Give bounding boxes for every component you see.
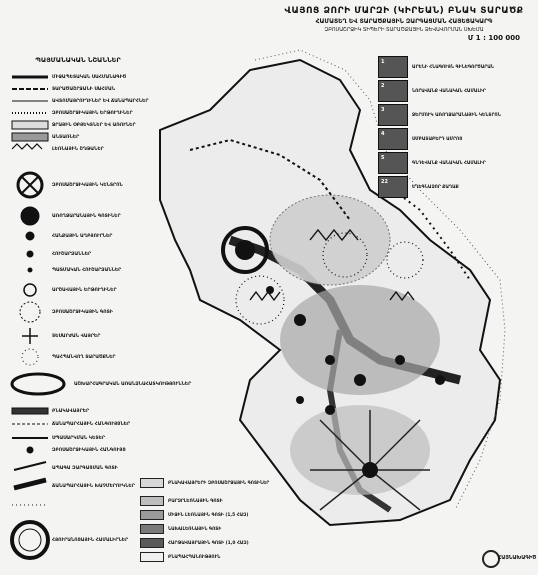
legend-item <box>8 131 79 143</box>
legend-item <box>8 83 115 95</box>
photo-inset: 22 ԵՂԵԳՆԱՁՈՐ ՔԱՂԱՔ <box>378 176 528 198</box>
legend-label: ՊԱՀՊԱՆՎՈՂ ՏԱՐԱԾՔՆԵՐ <box>52 354 116 360</box>
legend-item <box>8 284 117 296</box>
inset-label: ՍՄԲԱՏԱԲԵՐԴ ԱՄՐՈՑ <box>412 136 463 142</box>
legend-label: ԶԲՈՍԱՇՐՋԻԿԱՅԻՆ ՀԱՆԳՈՒՅՑ <box>52 447 126 453</box>
zone-legend-item <box>140 496 223 506</box>
legend-label: ԱՊԱԳԱ ԶԱՐԳԱՑՄԱՆ ԳՈՏԻ <box>52 465 118 471</box>
legend-item <box>8 534 128 546</box>
inset-label: ՋԵՐՄՈՒԿ ԱՌՈՂՋԱՐԱՆԱՅԻՆ ԿԵՆՏՐՈՆ <box>412 112 501 118</box>
zone-legend-label: ՆԱԽԱԼԵՌՆԱՅԻՆ ԳՈՏԻ <box>168 526 222 532</box>
legend-item <box>8 119 136 131</box>
legend-item <box>8 480 135 492</box>
inset-label: ՆՈՐԱՎԱՆՔ ՎԱՆԱԿԱՆ ՀԱՄԱԼԻՐ <box>412 88 486 94</box>
zone-legend-label: ՄԻՋԻՆ ԼԵՌՆԱՅԻՆ ԳՈՏԻ (1,5 ՀԱԶ) <box>168 512 249 518</box>
photo-inset: 2 ՆՈՐԱՎԱՆՔ ՎԱՆԱԿԱՆ ՀԱՄԱԼԻՐ <box>378 80 528 102</box>
legend-item <box>8 418 130 430</box>
zone-legend-label: ԲՆԱՊԱՀՊԱՆՈՒԹՅՈՒՆ <box>168 554 221 560</box>
legend-label: ԱՆՏԱՌՆԵՐ <box>52 134 80 140</box>
legend-title: ՊԱՅՄԱՆԱԿԱՆ ՆՇԱՆՆԵՐ <box>35 56 121 64</box>
map-scale: Մ 1 : 100 000 <box>467 34 520 42</box>
legend-label: ԼԵՌՆԱՅԻՆ ՇՂԹԱՆԵՐ <box>52 146 104 152</box>
legend-label: ՊԱՏՄԱԿԱՆ ՀՈՒՇԱՐՁԱՆՆԵՐ <box>52 267 122 273</box>
legend-label: ԶԲՈՍԱՇՐՋԻԿԱՅԻՆ ԳՈՏԻ <box>52 309 113 315</box>
inset-label: ԳՆԴԵՎԱՆՔ ՎԱՆԱԿԱՆ ՀԱՄԱԼԻՐ <box>412 160 486 166</box>
legend-item <box>8 462 118 474</box>
legend-item <box>8 306 113 318</box>
legend-label: ԱՐՇԱՎԱՅԻՆ ԵՐԹՈՒՂԻՆԵՐ <box>52 287 117 293</box>
photo-inset: 4 ՍՄԲԱՏԱԲԵՐԴ ԱՄՐՈՑ <box>378 128 528 150</box>
legend-label: ՏԱՐԱԾԱՇՐՋԱՆԻ ՍԱՀՄԱՆ <box>52 86 116 92</box>
legend-label: ՀԱՆՔԱՅԻՆ ԱՂԲՅՈՒՐՆԵՐ <box>52 233 113 239</box>
legend-item <box>8 248 91 260</box>
map-title: ՎԱՅՈՑ ՁՈՐԻ ՄԱՐԶԻ (ԿԻՐԵԱՆ) ԲՆԱԿ ՏԱՐԱԾՔ <box>284 6 524 16</box>
photo-inset: 3 ՋԵՐՄՈՒԿ ԱՌՈՂՋԱՐԱՆԱՅԻՆ ԿԵՆՏՐՈՆ <box>378 104 528 126</box>
legend-item <box>8 210 121 222</box>
legend-label: ԶԲՈՍԱՇՐՋԻԿԱՅԻՆ ԿԵՆՏՐՈՆ <box>52 182 123 188</box>
legend-item <box>8 107 133 119</box>
photo-inset: 5 ԳՆԴԵՎԱՆՔ ՎԱՆԱԿԱՆ ՀԱՄԱԼԻՐ <box>378 152 528 174</box>
tourism-center-core <box>235 240 255 260</box>
legend-label: ԱՌՈՂՋԱՐԱՆԱՅԻՆ ԳՈՏԻՆԵՐ <box>52 213 121 219</box>
zone-legend-item <box>140 510 248 520</box>
legend-label: ԱՎՏՈՄԱՅՐՈՒՂԻՆԵՐ ԵՎ ՃԱՆԱՊԱՐՀՆԵՐ <box>52 98 149 104</box>
zone-legend-label: ԲՆԱԿԱՎԱՅՐԵՐԻ ԶԲՈՍԱՇՐՋԱՅԻՆ ԳՈՏԻՆԵՐ <box>168 480 270 486</box>
zone-legend-item <box>140 538 249 548</box>
legend-item <box>8 264 121 276</box>
zone-legend-label: ՀԱՐԹԱՎԱՅՐԱՅԻՆ ԳՈՏԻ (1,0 ՀԱԶ) <box>168 540 249 546</box>
legend-item <box>8 179 123 191</box>
legend-item <box>8 95 148 107</box>
legend-item <box>8 143 104 155</box>
zone-legend-item <box>140 552 220 562</box>
legend-item <box>8 71 126 83</box>
zone-legend-item <box>140 478 269 488</box>
legend-label: ԲՆԱԿԱՎԱՅՐԵՐ <box>52 408 90 414</box>
legend-label: ՀՅՈՒՐԱՆՈՑԱՅԻՆ ՀԱՄԱԼԻՐՆԵՐ <box>52 537 129 543</box>
legend-label: ՃԱՆԱՊԱՐՀԱՅԻՆ ՀԱՆԳՈՒՅՑՆԵՐ <box>52 421 131 427</box>
inset-label: ԵՂԵԳՆԱՁՈՐ ՔԱՂԱՔ <box>412 184 459 190</box>
zone-legend-item <box>140 524 221 534</box>
legend-label: ՋՐԱՅԻՆ ՕԲՅԵԿՏՆԵՐ ԵՎ ԱՌՈՒՆԵՐ <box>52 122 136 128</box>
legend-label: ՏԵՍԱՐԺԱՆ ՎԱՅՐԵՐ <box>52 333 101 339</box>
legend-label: ԱՇԽԱՐՀԱԳՐԱԿԱՆ ԱՌԱՆՁՆԱՀԱՏԿՈՒԹՅՈՒՆՆԵՐ <box>74 381 192 387</box>
legend-item <box>8 330 100 342</box>
legend-label: ՍՊԱՍԱՐԿՄԱՆ ԿԵՏԵՐ <box>52 435 105 441</box>
hub-node <box>362 462 378 478</box>
legend-label: ԶԲՈՍԱՇՐՋԻԿԱՅԻՆ ԵՐԹՈՒՂԻՆԵՐ <box>52 110 133 116</box>
legend-label: ՃԱՆԱՊԱՐՀԱՅԻՆ ԽԱՉՄԵՐՈՒԿՆԵՐ <box>52 483 135 489</box>
legend-label: ՀՈՒՇԱՐՁԱՆՆԵՐ <box>52 251 92 257</box>
map-note: ԶԲՈՍԱՇՐՋԻԿ ՏԻՊԵՐԻ ՏԱՐԱԾՔԱՅԻՆ ՁԵՎԱՎՈՐՄԱՆ ՍԽԵՄԱ <box>324 27 484 33</box>
logo-text: ՀԱՅՆԱԽԱԳԻԾ <box>498 555 537 561</box>
legend-item <box>30 378 191 390</box>
legend-item <box>8 444 126 456</box>
legend-item <box>8 405 89 417</box>
map-subtitle: ՀԱՄԱՏԵՂ ԵՎ ՏԱՐԱԾՔԱՅԻՆ ԶԱՐԳԱՑՄԱՆ ՀԱՅԵՑԱԿԱՐԳ <box>315 18 493 25</box>
inset-label: ԱՐԵՆԻ ՀՆԱԳՈՒՅՆ ԳԻՆԵԳՈՐԾԱՐԱՆ <box>412 64 494 70</box>
zone-south <box>290 405 430 495</box>
legend-item <box>8 351 115 363</box>
legend-label: ՄԻՋԱՊԵՏԱԿԱՆ ՍԱՀՄԱՆԱԳԻԾ <box>52 74 127 80</box>
photo-inset: 1 ԱՐԵՆԻ ՀՆԱԳՈՒՅՆ ԳԻՆԵԳՈՐԾԱՐԱՆ <box>378 56 528 78</box>
legend-item <box>8 432 105 444</box>
zone-north <box>270 195 390 285</box>
legend-item <box>8 230 112 242</box>
zone-legend-label: ԲԱՐՁՐԼԵՌՆԱՅԻՆ ԳՈՏԻ <box>168 498 223 504</box>
